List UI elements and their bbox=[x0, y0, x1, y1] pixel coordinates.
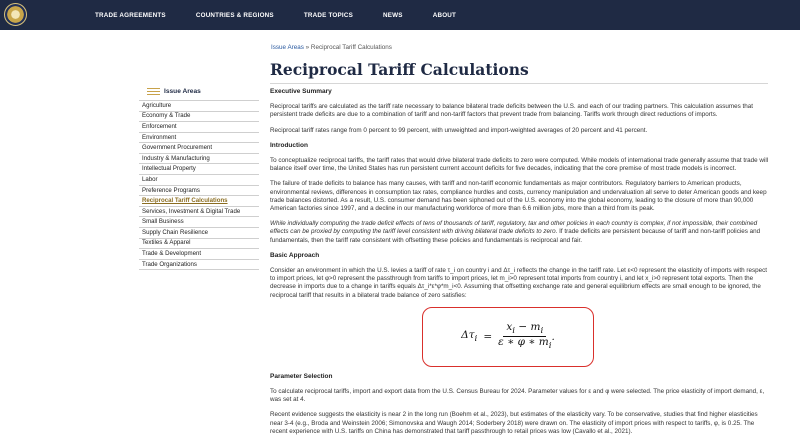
sidebar-item-government-procurement[interactable]: Government Procurement bbox=[139, 142, 259, 153]
formula-minus: − bbox=[515, 321, 531, 334]
intro-3-italic-text: While individually computing the trade deficit effects of tens of thousands of tariff, regulatory, tax and other policies in each country is complex, if not impossible, their combined effects can be proxied by computing the tariff level consistent with driving bilateral trade deficits to zero. bbox=[270, 220, 758, 236]
formula-denominator bbox=[498, 337, 551, 350]
issue-areas-sidebar bbox=[139, 84, 259, 270]
breadcrumb-issue-areas[interactable]: Issue Areas bbox=[271, 44, 304, 51]
breadcrumb-current: Reciprocal Tariff Calculations bbox=[310, 44, 392, 51]
sidebar-item-agriculture[interactable]: Agriculture bbox=[139, 100, 259, 111]
sidebar-item-trade-development[interactable]: Trade & Development bbox=[139, 248, 259, 259]
paragraph-intro-3 bbox=[270, 220, 770, 245]
sidebar-item-environment[interactable]: Environment bbox=[139, 132, 259, 143]
nav-countries-regions[interactable]: COUNTRIES & REGIONS bbox=[195, 11, 274, 19]
formula-x-sub: i bbox=[512, 326, 516, 337]
nav-about[interactable]: ABOUT bbox=[432, 11, 457, 19]
reciprocal-tariff-formula bbox=[422, 307, 594, 367]
main-nav bbox=[95, 0, 456, 30]
formula-period: . bbox=[551, 330, 555, 343]
nav-trade-agreements[interactable]: TRADE AGREEMENTS bbox=[95, 11, 166, 19]
paragraph-exec-2: Reciprocal tariff rates range from 0 percent to 99 percent, with unweighted and import-weighted averages of 20 percent and 41 percent. bbox=[270, 126, 648, 134]
formula-den-text: ε ∗ φ ∗ m bbox=[498, 336, 549, 349]
sidebar-item-services-investment-digital-trade[interactable]: Services, Investment & Digital Trade bbox=[139, 206, 259, 217]
breadcrumb-separator: » bbox=[305, 44, 310, 51]
heading-basic-approach: Basic Approach bbox=[270, 251, 320, 259]
sidebar-item-intellectual-property[interactable]: Intellectual Property bbox=[139, 163, 259, 174]
sidebar-item-industry-manufacturing[interactable]: Industry & Manufacturing bbox=[139, 153, 259, 164]
sidebar-item-small-business[interactable]: Small Business bbox=[139, 216, 259, 227]
title-divider bbox=[270, 83, 768, 84]
sidebar-item-enforcement[interactable]: Enforcement bbox=[139, 121, 259, 132]
intro-3-regular-text: If trade deficits are persistent because of tariff and non-tariff policies and fundamentals, then the tariff rate consistent with offsetting these policies and fundamentals is reciprocal and fair. bbox=[270, 228, 761, 244]
heading-parameter-selection: Parameter Selection bbox=[270, 372, 333, 380]
sidebar-item-trade-organizations[interactable]: Trade Organizations bbox=[139, 259, 259, 271]
paragraph-intro-2: The failure of trade deficits to balance has many causes, with tariff and non-tariff economic fundamentals as major contributors. Regulatory barriers to American products, environmental reviews, differences in consumption tax rates, compliance hurdles and costs, currency manipulation and undervaluation all serve to deter American goods and keep trade balances distorted. As a result, U.S. consumer demand has been siphoned out of the U.S. economy into the global economy, leading to the closure of more than 90,000 American factories since 1997, and a decline in our manufacturing workforce of more than 6.6 million jobs, more than a third from its peak. bbox=[270, 180, 767, 213]
heading-introduction: Introduction bbox=[270, 141, 308, 149]
formula-equals: = bbox=[483, 330, 493, 343]
formula-delta-tau: Δτ bbox=[461, 328, 475, 341]
formula-m-sub: i bbox=[540, 326, 544, 337]
paragraph-exec-1: Reciprocal tariffs are calculated as the tariff rate necessary to balance bilateral trade deficits between the U.S. and each of our trading partners. This calculation assumes that persistent trade deficits are due to a combination of tariff and non-tariff factors that prevent trade from balancing. Tariffs work through direct reductions of imports. bbox=[270, 103, 754, 119]
top-navigation-bar bbox=[0, 0, 800, 30]
paragraph-param-1: To calculate reciprocal tariffs, import and export data from the U.S. Census Bureau for 2024. Parameter values for ε and φ were selected. The price elasticity of import demand, ε, was set at 4. bbox=[270, 388, 765, 404]
sidebar-item-supply-chain-resilience[interactable]: Supply Chain Resilience bbox=[139, 227, 259, 238]
menu-lines-icon bbox=[147, 88, 160, 95]
formula-lhs-sub: i bbox=[474, 333, 478, 344]
breadcrumb bbox=[271, 44, 392, 51]
nav-news[interactable]: NEWS bbox=[383, 11, 403, 19]
formula-numerator bbox=[503, 323, 546, 337]
paragraph-intro-1: To conceptualize reciprocal tariffs, the tariff rates that would drive bilateral trade deficits to zero were computed. While models of international trade generally assume that trade will balance itself over time, the United States has run persistent current account deficits for five decades, indicating that the core premise of most trade models is incorrect. bbox=[270, 157, 769, 173]
formula-m: m bbox=[530, 321, 541, 334]
sidebar-heading bbox=[147, 84, 259, 98]
sidebar-item-textiles-apparel[interactable]: Textiles & Apparel bbox=[139, 238, 259, 249]
paragraph-param-2: Recent evidence suggests the elasticity is near 2 in the long run (Boehm et al., 2023), but estimates of the elasticity vary. To be conservative, studies that find higher elasticities near 3-4 (e.g., Broda and Weinstein 2006; Simonovska and Waugh 2014; Soderbery 2018) were drawn on. The elasticity of import prices with respect to tariffs, φ, is 0.25. The recent experience with U.S. tariffs on China has demonstrated that tariff passthrough to retail prices was low (Cavallo et al., 2021). bbox=[270, 411, 758, 435]
article-content bbox=[270, 88, 770, 436]
paragraph-basic-1: Consider an environment in which the U.S. levies a tariff of rate τ_i on country i and Δτ_i reflects the change in the tariff rate. Let ε<0 represent the elasticity of imports with respect to import prices, let φ>0 represent the passthrough from tariffs to import prices, let m_i>0 represent total imports from country i, and let x_i>0 represent total exports. Then the decrease in imports due to a change in tariffs equals Δτ_i*ε*φ*m_i<0. Assuming that offsetting exchange rate and general equilibrium effects are small enough to be ignored, the reciprocal tariff that results in a bilateral trade balance of zero satisfies: bbox=[270, 267, 768, 299]
heading-executive-summary: Executive Summary bbox=[270, 88, 332, 95]
sidebar-item-reciprocal-tariff-calculations[interactable]: Reciprocal Tariff Calculations bbox=[139, 195, 259, 206]
page-title: Reciprocal Tariff Calculations bbox=[270, 60, 529, 79]
formula-x: x bbox=[506, 321, 513, 334]
formula-den-sub: i bbox=[548, 341, 552, 352]
seal-icon[interactable] bbox=[4, 3, 27, 26]
formula-fraction bbox=[498, 323, 551, 351]
formula-lhs bbox=[461, 328, 478, 344]
sidebar-item-economy-trade[interactable]: Economy & Trade bbox=[139, 111, 259, 122]
nav-trade-topics[interactable]: TRADE TOPICS bbox=[303, 11, 353, 19]
sidebar-item-preference-programs[interactable]: Preference Programs bbox=[139, 185, 259, 196]
sidebar-item-labor[interactable]: Labor bbox=[139, 174, 259, 185]
sidebar-heading-label: Issue Areas bbox=[164, 87, 201, 95]
